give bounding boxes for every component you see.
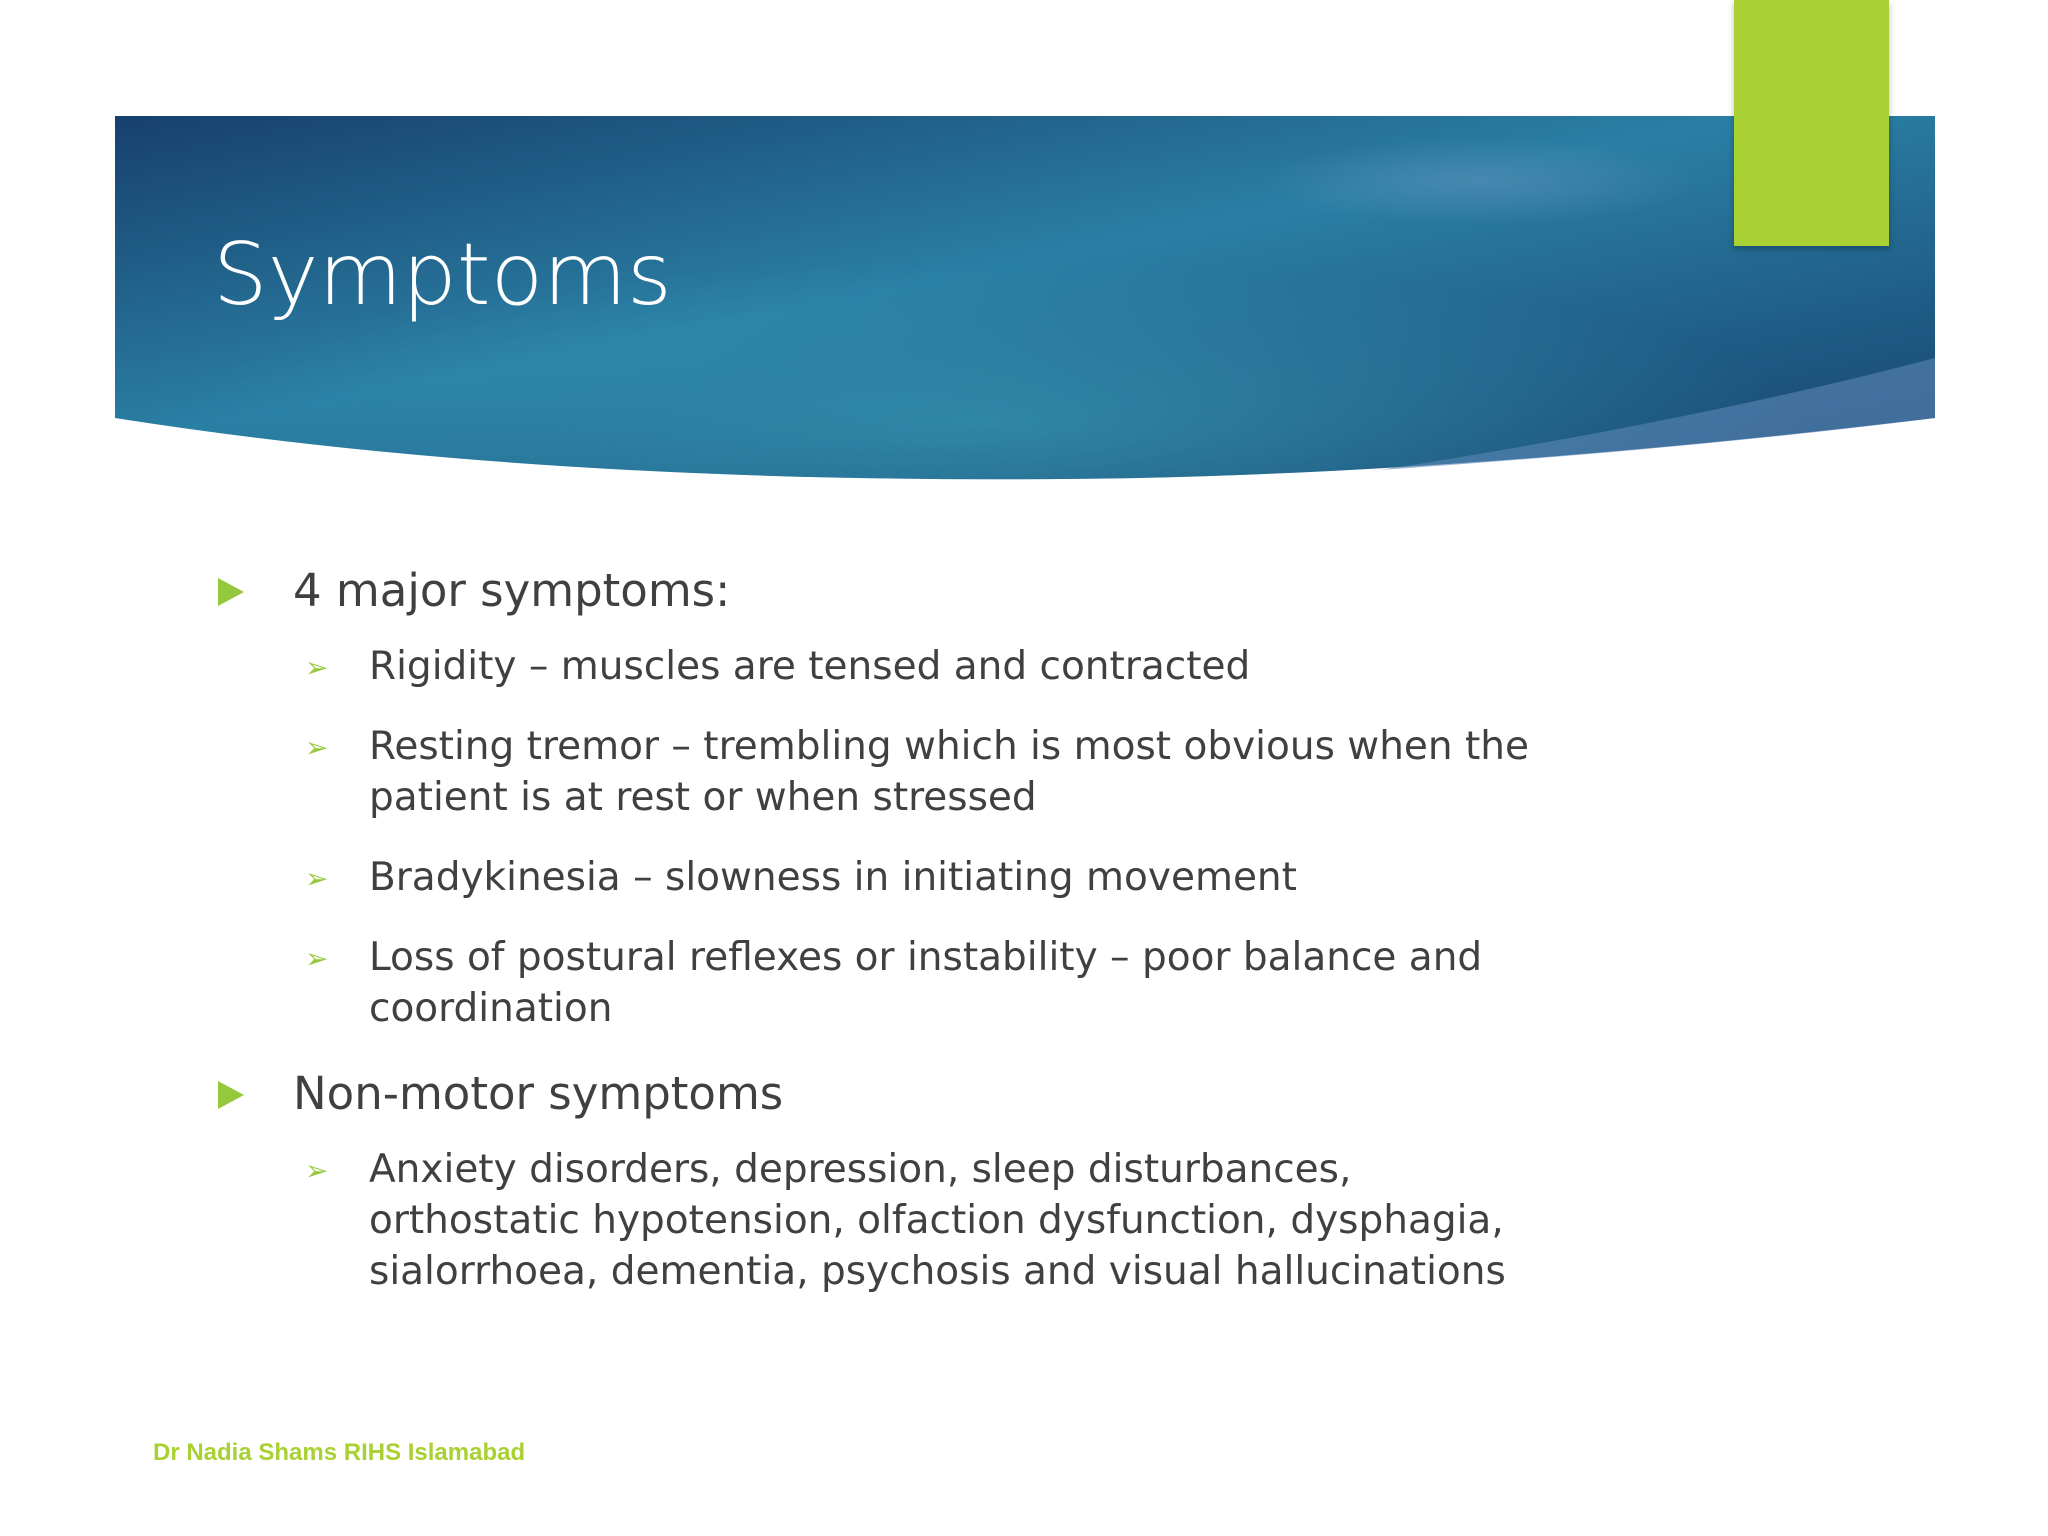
sub-bullet-text: Anxiety disorders, depression, sleep disturbances, [369, 1147, 1352, 1192]
sub-bullet-text: sialorrhoea, dementia, psychosis and visual hallucinations [369, 1249, 1506, 1294]
slide-title: Symptoms [213, 225, 672, 325]
sub-bullet-text: Rigidity – muscles are tensed and contracted [369, 644, 1251, 689]
sub-bullet-postural-instability [213, 932, 1633, 1034]
chevron-arrow-icon: ➢ [305, 651, 329, 684]
sub-bullet-text: orthostatic hypotension, olfaction dysfunction, dysphagia, [369, 1198, 1504, 1243]
sub-bullet-resting-tremor [213, 721, 1633, 823]
sub-bullet-text: Loss of postural reflexes or instability – poor balance and [369, 935, 1483, 980]
sub-bullet-bradykinesia [213, 852, 1633, 903]
bullet-text: Non-motor symptoms [293, 1067, 784, 1120]
sub-bullet-text: coordination [369, 986, 613, 1031]
bullet-list [213, 565, 1633, 1326]
bullet-major-symptoms [213, 565, 1633, 617]
triangle-arrow-icon [218, 578, 244, 606]
sub-bullet-rigidity [213, 641, 1633, 692]
sub-bullet-text: Bradykinesia – slowness in initiating movement [369, 855, 1297, 900]
triangle-arrow-icon [218, 1081, 244, 1109]
sub-bullet-text: Resting tremor – trembling which is most obvious when the [369, 724, 1530, 769]
bullet-text: 4 major symptoms: [293, 564, 731, 617]
chevron-arrow-icon: ➢ [305, 1154, 329, 1187]
chevron-arrow-icon: ➢ [305, 731, 329, 764]
chevron-arrow-icon: ➢ [305, 862, 329, 895]
bullet-non-motor-symptoms [213, 1068, 1633, 1120]
footer-author: Dr Nadia Shams RIHS Islamabad [153, 1439, 526, 1466]
sub-bullet-text: patient is at rest or when stressed [369, 775, 1037, 820]
sub-bullet-non-motor-list [213, 1144, 1633, 1297]
accent-tab [1734, 0, 1889, 246]
chevron-arrow-icon: ➢ [305, 942, 329, 975]
